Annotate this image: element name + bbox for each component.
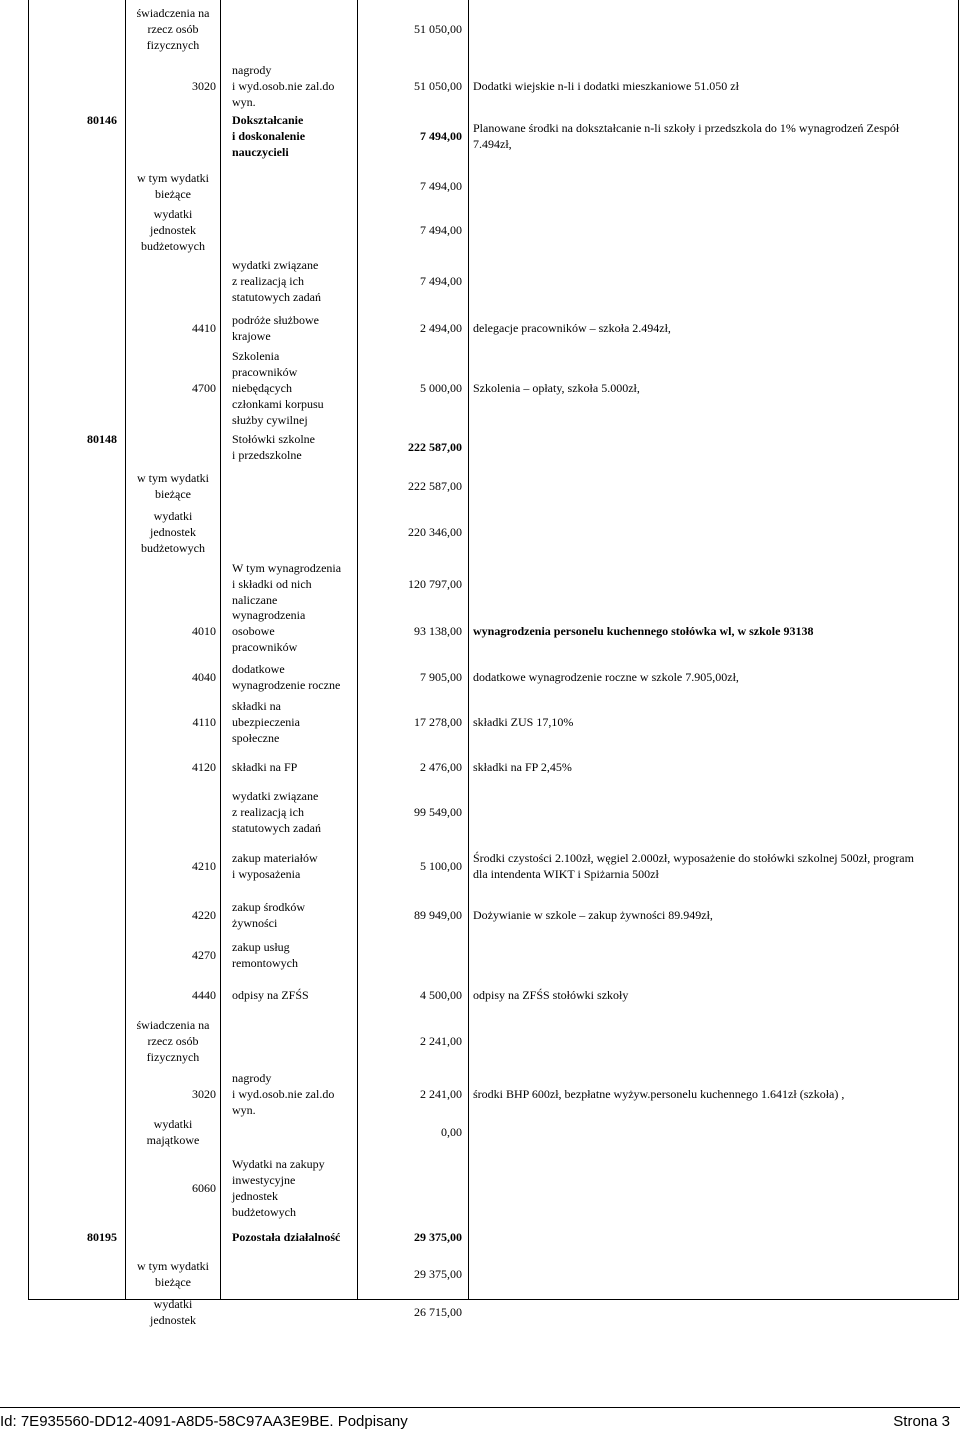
cell-c3: Szkolenia pracowników niebędących członkami korpusu służby cywilnej: [232, 349, 324, 427]
cell-c2: 3020: [192, 1087, 216, 1101]
cell-c3: zakup materiałów i wyposażenia: [232, 851, 318, 881]
cell-c2: 4120: [192, 760, 216, 774]
cell-c2: 4440: [192, 988, 216, 1002]
cell-amt: 7 494,00: [420, 223, 462, 237]
cell-c2: 4410: [192, 321, 216, 335]
cell-amt: 7 905,00: [420, 670, 462, 684]
cell-c3: Wydatki na zakupy inwestycyjne jednostek budżetowych: [232, 1157, 325, 1219]
cell-c2: wydatki jednostek budżetowych: [141, 509, 205, 555]
cell-c2: wydatki jednostek: [150, 1297, 196, 1327]
cell-desc: dodatkowe wynagrodzenie roczne w szkole 7.905,00zł,: [473, 670, 739, 684]
cell-c2: 3020: [192, 79, 216, 93]
cell-c2: 4110: [192, 715, 216, 729]
cell-c2: w tym wydatki bieżące: [137, 471, 209, 501]
column-divider: [125, 0, 126, 1300]
column-divider: [357, 0, 358, 1300]
cell-amt: 7 494,00: [420, 179, 462, 193]
cell-c3: zakup środków żywności: [232, 900, 305, 930]
cell-c2: 6060: [192, 1181, 216, 1195]
cell-desc: składki na FP 2,45%: [473, 760, 572, 774]
cell-c3: zakup usług remontowych: [232, 940, 298, 970]
cell-amt: 0,00: [441, 1125, 462, 1139]
cell-amt: 51 050,00: [414, 22, 462, 36]
column-divider: [220, 0, 221, 1300]
cell-amt: 89 949,00: [414, 908, 462, 922]
cell-c3: Dokształcanie i doskonalenie nauczycieli: [232, 113, 306, 159]
cell-amt: 5 000,00: [420, 381, 462, 395]
cell-desc: Dodatki wiejskie n-li i dodatki mieszkaniowe 51.050 zł: [473, 79, 739, 93]
page-number: Strona 3: [893, 1413, 950, 1430]
cell-c3: dodatkowe wynagrodzenie roczne: [232, 662, 341, 692]
cell-c3: wydatki związane z realizacją ich statutowych zadań: [232, 258, 321, 304]
cell-desc: Szkolenia – opłaty, szkoła 5.000zł,: [473, 381, 640, 395]
cell-amt: 2 241,00: [420, 1034, 462, 1048]
cell-amt: 29 375,00: [414, 1267, 462, 1281]
cell-c2: 4010: [192, 624, 216, 638]
cell-desc: składki ZUS 17,10%: [473, 715, 574, 729]
cell-c2: 4220: [192, 908, 216, 922]
cell-c3: nagrody i wyd.osob.nie zal.do wyn.: [232, 63, 335, 109]
cell-amt: 120 797,00: [408, 577, 462, 591]
cell-amt: 2 476,00: [420, 760, 462, 774]
cell-c1: 80146: [87, 113, 117, 127]
cell-amt: 99 549,00: [414, 805, 462, 819]
cell-amt: 7 494,00: [420, 129, 462, 143]
cell-amt: 29 375,00: [414, 1230, 462, 1244]
cell-c2: świadczenia na rzecz osób fizycznych: [136, 1018, 210, 1064]
cell-amt: 93 138,00: [414, 624, 462, 638]
cell-c3: W tym wynagrodzenia i składki od nich naliczane: [232, 561, 342, 607]
cell-amt: 4 500,00: [420, 988, 462, 1002]
cell-c3: składki na ubezpieczenia społeczne: [232, 699, 300, 745]
cell-amt: 222 587,00: [408, 479, 462, 493]
cell-c3: składki na FP: [232, 760, 298, 774]
cell-c1: 80195: [87, 1230, 117, 1244]
cell-c2: 4700: [192, 381, 216, 395]
column-divider: [468, 0, 469, 1300]
cell-desc: Planowane środki na dokształcanie n-li szkoły i przedszkola do 1% wynagrodzeń Zespół 7.494zł,: [473, 121, 900, 151]
cell-c2: świadczenia na rzecz osób fizycznych: [136, 6, 210, 52]
cell-c3: podróże służbowe krajowe: [232, 313, 319, 343]
cell-desc: środki BHP 600zł, bezpłatne wyżyw.personelu kuchennego 1.641zł (szkoła) ,: [473, 1087, 845, 1101]
cell-c3: Stołówki szkolne i przedszkolne: [232, 432, 315, 462]
cell-c2: w tym wydatki bieżące: [137, 171, 209, 201]
cell-amt: 51 050,00: [414, 79, 462, 93]
cell-desc: Dożywianie w szkole – zakup żywności 89.949zł,: [473, 908, 713, 922]
cell-c2: 4270: [192, 948, 216, 962]
cell-c2: w tym wydatki bieżące: [137, 1259, 209, 1289]
cell-c3: wydatki związane z realizacją ich statutowych zadań: [232, 789, 321, 835]
cell-amt: 220 346,00: [408, 525, 462, 539]
cell-c3: nagrody i wyd.osob.nie zal.do wyn.: [232, 1071, 335, 1117]
cell-amt: 222 587,00: [408, 440, 462, 454]
document-id: Id: 7E935560-DD12-4091-A8D5-58C97AA3E9BE. Podpisany: [0, 1413, 408, 1430]
cell-c3: wynagrodzenia osobowe pracowników: [232, 608, 306, 654]
cell-amt: 2 494,00: [420, 321, 462, 335]
cell-amt: 5 100,00: [420, 859, 462, 873]
cell-amt: 26 715,00: [414, 1305, 462, 1319]
cell-c3: odpisy na ZFŚS: [232, 988, 309, 1002]
cell-c3: Pozostała działalność: [232, 1230, 341, 1244]
cell-desc: wynagrodzenia personelu kuchennego stołówka wl, w szkole 93138: [473, 624, 814, 638]
cell-amt: 7 494,00: [420, 274, 462, 288]
cell-desc: delegacje pracowników – szkoła 2.494zł,: [473, 321, 671, 335]
cell-desc: Środki czystości 2.100zł, węgiel 2.000zł, wyposażenie do stołówki szkolnej 500zł, program dla intendenta WIKT i Spiżarnia 500zł: [473, 851, 914, 881]
cell-amt: 2 241,00: [420, 1087, 462, 1101]
cell-c2: 4210: [192, 859, 216, 873]
cell-desc: odpisy na ZFŚS stołówki szkoły: [473, 988, 629, 1002]
cell-amt: 17 278,00: [414, 715, 462, 729]
cell-c2: wydatki majątkowe: [146, 1117, 200, 1147]
footer-rule: [0, 1407, 960, 1408]
cell-c2: 4040: [192, 670, 216, 684]
cell-c1: 80148: [87, 432, 117, 446]
cell-c2: wydatki jednostek budżetowych: [141, 207, 205, 253]
